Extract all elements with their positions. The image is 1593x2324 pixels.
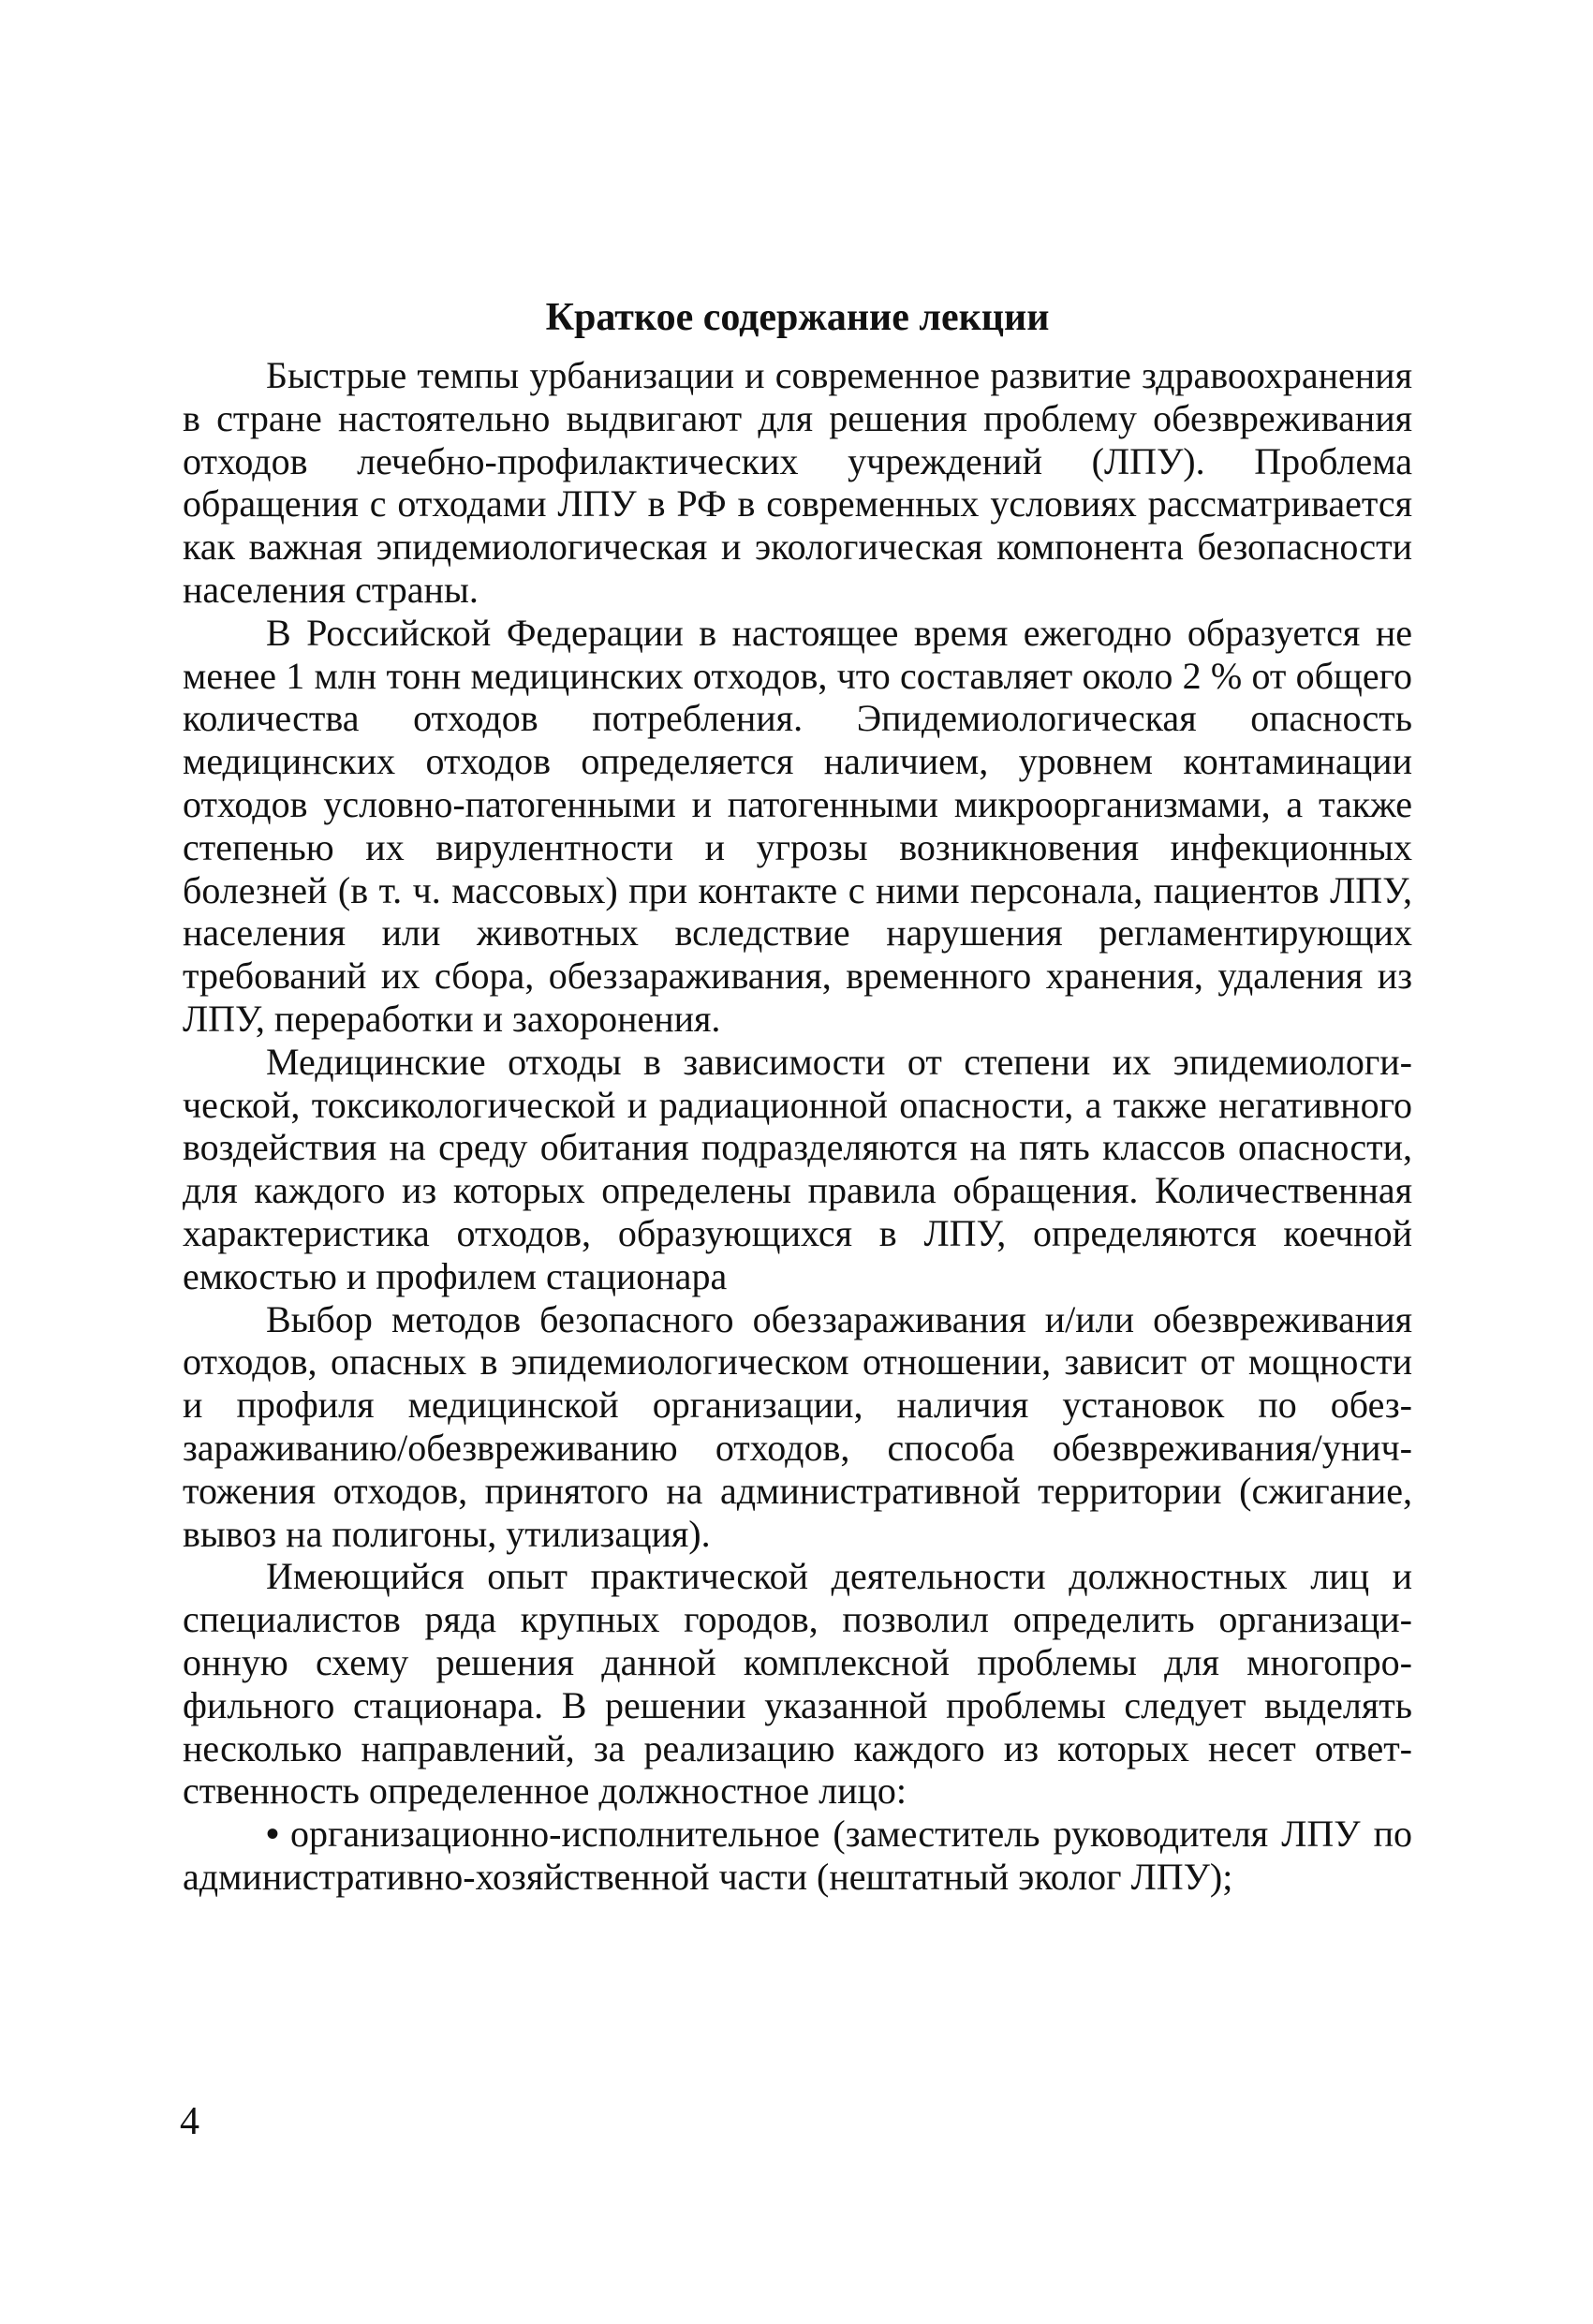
paragraph-disposal-methods: Выбор методов безопасного обеззараживания и/или обезвреживания отходов, опасных в эпидемиологическом отношении, зависит от мощности и профиля медицинской организации, наличия установок по обеззараживанию/обезвреживанию отходов, способа обезвреживания/уничтожения отходов, принятого на административной территории (сжигание, вывоз на полигоны, утилизация).: [183, 1297, 1412, 1555]
page-content: [183, 292, 1412, 1899]
paragraph-waste-classes: Медицинские отходы в зависимости от степени их эпидемиологической, токсикологической и радиационной опасности, а также негативного воздействия на среду обитания подразделяются на пять классов опасности, для каждого из которых определены правила обращения. Количественная характеристика отходов, образующихся в ЛПУ, определяются коечной емкостью и профилем стационара: [183, 1040, 1412, 1297]
bullet-icon: •: [266, 1813, 280, 1856]
lecture-summary-title: Краткое содержание лекции: [545, 296, 1050, 339]
page-number: 4: [180, 2100, 199, 2143]
paragraph-medical-waste-volume: В Российской Федерации в настоящее время ежегодно образуется не менее 1 млн тонн медицинских отходов, что составляет около 2 % от общего количества отходов потребления. Эпидемиологическая опасность медицинских отходов определяется наличием, уровнем контаминации отходов условно-патогенными и патогенными микроорганизмами, а также степенью их вирулентности и угрозы возникновения инфекционных болезней (в т. ч. массовых) при контакте с ними персонала, пациентов ЛПУ, населения или животных вследствие нарушения регламентирующих требований их сбора, обеззараживания, временного хранения, удаления из ЛПУ, переработки и захоронения.: [183, 611, 1412, 1040]
bullet-organizational-executive: [183, 1813, 1412, 1899]
paragraph-experience: Имеющийся опыт практической деятельности должностных лиц и специалистов ряда крупных городов, позволил определить организационную схему решения данной комплексной проблемы для многопрофильного стационара. В решении указанной проблемы следует выделять несколько направлений, за реализацию каждого из которых несет ответственность определенное должностное лицо:: [183, 1555, 1412, 1813]
paragraph-urbanization: Быстрые темпы урбанизации и современное развитие здравоохранения в стране настоятельно выдвигают для решения проблему обезвреживания отходов лечебно-профилактических учреждений (ЛПУ). Проблема обращения с отходами ЛПУ в РФ в современных условиях рассматривается как важная эпидемиологическая и экологическая компонента безопасности населения страны.: [183, 354, 1412, 611]
bullet-text: организационно-исполнительное (заместитель руководителя ЛПУ по административно-хозяйственной части (нештатный эколог ЛПУ);: [183, 1813, 1412, 1898]
